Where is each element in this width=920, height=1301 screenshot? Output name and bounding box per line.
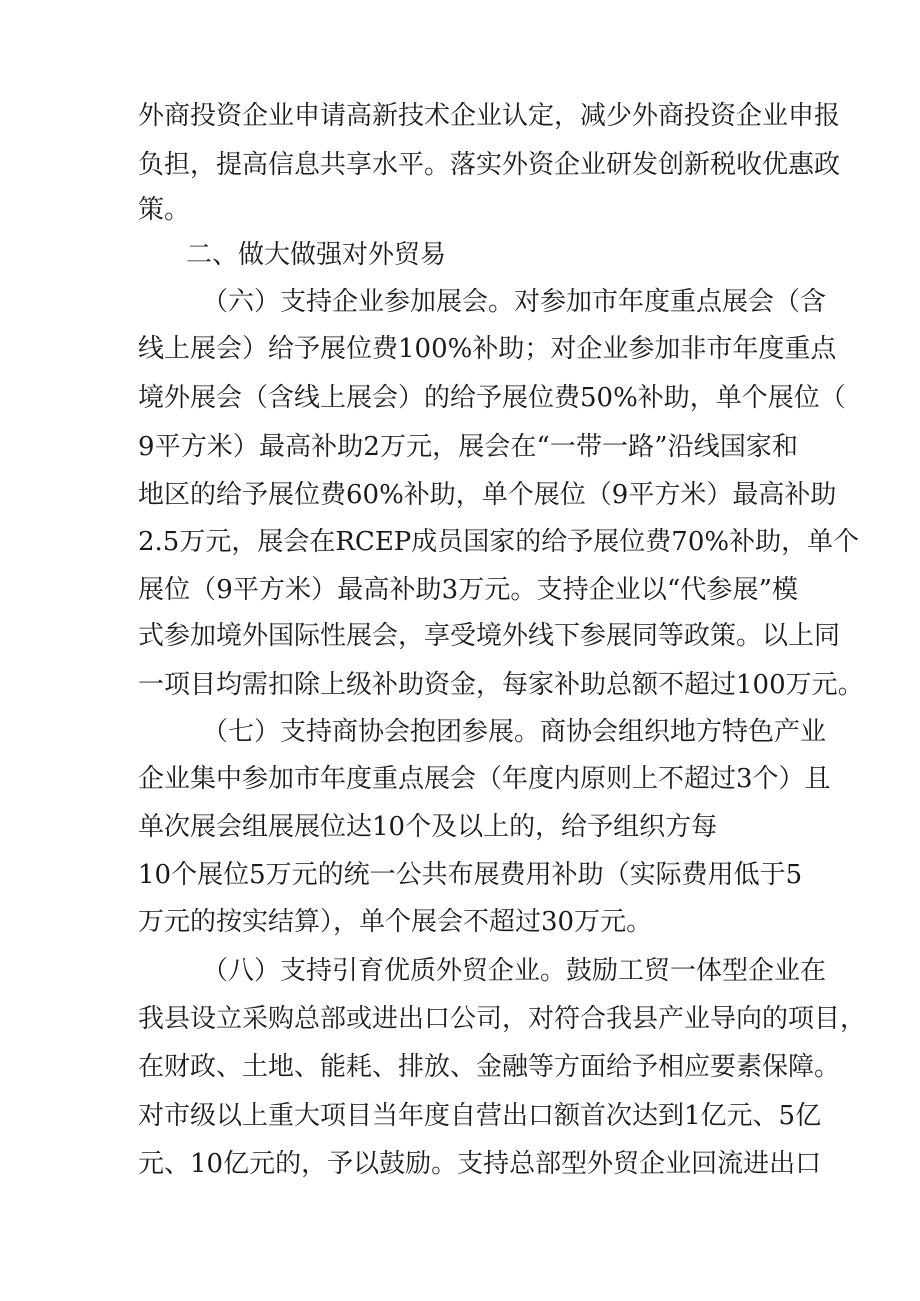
item-6-line: （六）支持企业参加展会。对参加市年度重点展会（含	[202, 287, 827, 317]
item-7-line: 万元的按实结算），单个展会不超过30万元。	[138, 907, 653, 937]
item-8-line: 我县设立采购总部或进出口公司，对符合我县产业导向的项目，	[138, 1004, 867, 1034]
item-6-line: 式参加境外国际性展会，享受境外线下参展同等政策。以上同	[138, 621, 841, 651]
body-text-line: 策。	[138, 195, 191, 225]
body-text-line: 外商投资企业申请高新技术企业认定，减少外商投资企业申报	[138, 101, 841, 131]
item-7-line: 企业集中参加市年度重点展会（年度内原则上不超过3个）且	[138, 764, 831, 794]
item-7-line: 10个展位5万元的统一公共布展费用补助（实际费用低于5	[138, 860, 803, 890]
item-6-line: 线上展会）给予展位费100%补助；对企业参加非市年度重点	[138, 334, 837, 364]
item-6-line: 一项目均需扣除上级补助资金，每家补助总额不超过100万元。	[138, 670, 864, 700]
item-8-line: 元、10亿元的，予以鼓励。支持总部型外贸企业回流进出口	[138, 1149, 822, 1179]
item-6-line: 9平方米）最高补助2万元，展会在“一带一路”沿线国家和	[138, 432, 798, 462]
section-heading: 二、做大做强对外贸易	[186, 240, 447, 270]
item-6-line: 2.5万元，展会在RCEP成员国家的给予展位费70%补助，单个	[138, 527, 860, 557]
item-7-line: （七）支持商协会抱团参展。商协会组织地方特色产业	[202, 717, 827, 747]
item-8-line: 对市级以上重大项目当年度自营出口额首次达到1亿元、5亿	[138, 1101, 822, 1131]
body-text-line: 负担，提高信息共享水平。落实外资企业研发创新税收优惠政	[138, 150, 841, 180]
item-8-line: 在财政、土地、能耗、排放、金融等方面给予相应要素保障。	[138, 1052, 841, 1082]
item-6-line: 境外展会（含线上展会）的给予展位费50%补助，单个展位（	[138, 383, 846, 413]
item-7-line: 单次展会组展展位达10个及以上的，给予组织方每	[138, 812, 718, 842]
item-6-line: 展位（9平方米）最高补助3万元。支持企业以“代参展”模	[138, 575, 798, 605]
item-8-line: （八）支持引育优质外贸企业。鼓励工贸一体型企业在	[202, 956, 827, 986]
item-6-line: 地区的给予展位费60%补助，单个展位（9平方米）最高补助	[138, 480, 837, 510]
